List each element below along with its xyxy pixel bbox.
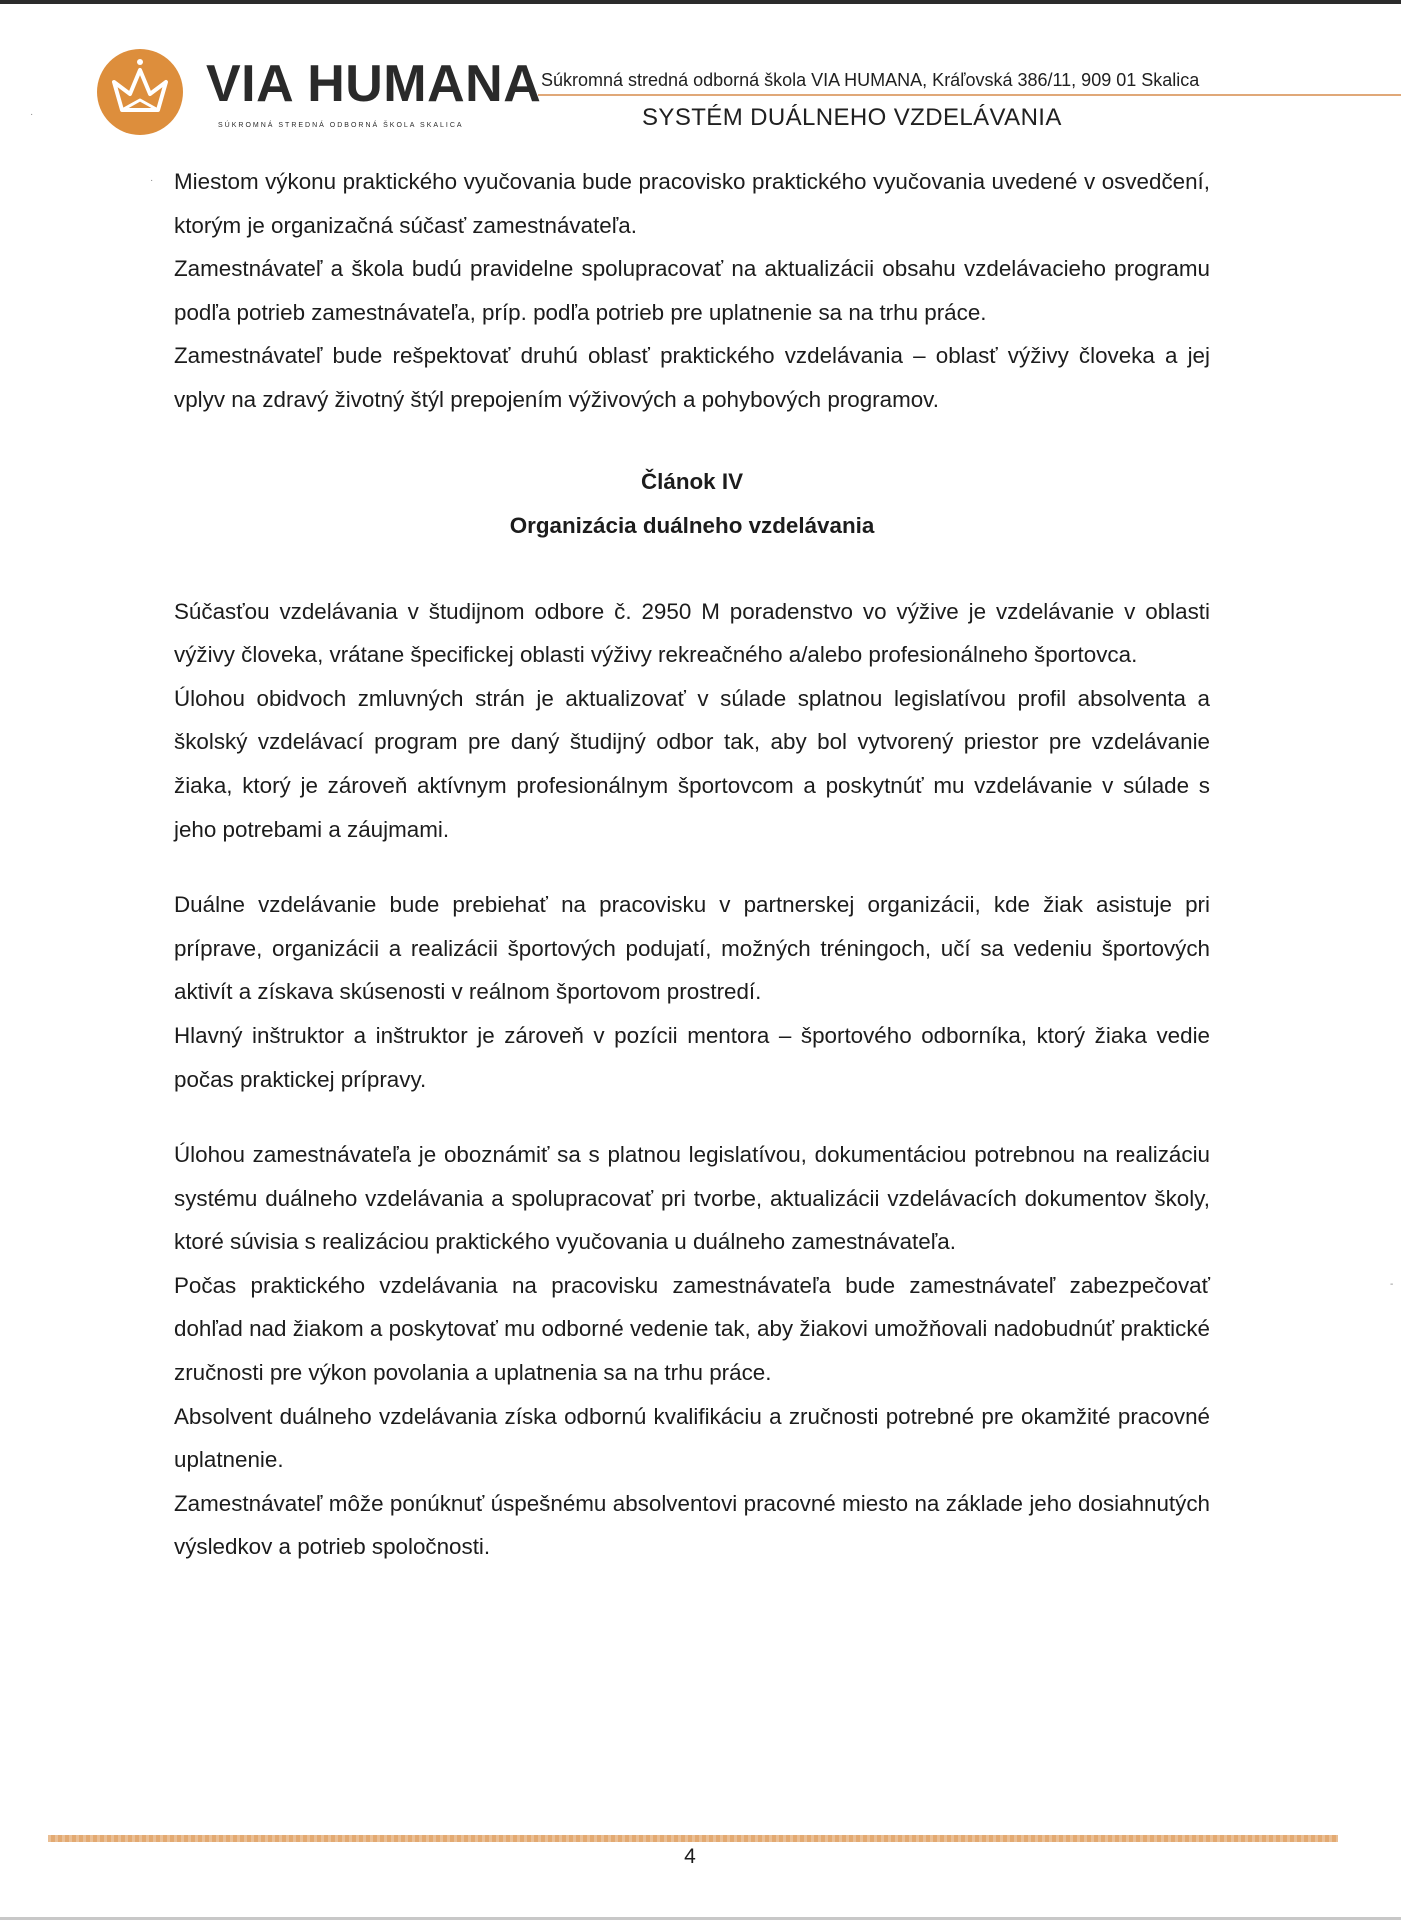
section2-paragraph-2: Hlavný inštruktor a inštruktor je zároveň v pozícii mentora – športového odborníka, ktorý žiaka vedie počas praktickej prípravy. bbox=[174, 1022, 1210, 1092]
header-divider bbox=[538, 94, 1401, 96]
section2-paragraph-1: Duálne vzdelávanie bude prebiehať na pracovisku v partnerskej organizácii, kde žiak asistuje pri príprave, organizácii a realizácii športových podujatí, možných tréningoch, učí sa vedeniu športových aktivít a získava skúsenosti v reálnom športovom prostredí. bbox=[174, 892, 1210, 1005]
intro-paragraph-1: Miestom výkonu praktického vyučovania bude pracovisko praktického vyučovania uvedené v osvedčení, ktorým je organizačná súčasť zamestnávateľa. bbox=[174, 169, 1210, 238]
intro-paragraph-2: Zamestnávateľ a škola budú pravidelne spolupracovať na aktualizácii obsahu vzdelávacieho programu podľa potrieb zamestnávateľa, príp. podľa potrieb pre uplatnenie sa na trhu práce. bbox=[174, 256, 1210, 325]
scan-edge-top bbox=[0, 0, 1401, 4]
logo-subtitle: SÚKROMNÁ STREDNÁ ODBORNÁ ŠKOLA SKALICA bbox=[218, 122, 464, 129]
section1-paragraph-2: Úlohou obidvoch zmluvných strán je aktualizovať v súlade splatnou legislatívou profil absolventa a školský vzdelávací program pre daný študijný odbor tak, aby bol vytvorený priestor pre vzdelávanie žiaka, ktorý je zároveň aktívnym profesionálnym športovcom a poskytnúť mu vzdelávanie v súlade s jeho potrebami a záujmami. bbox=[174, 685, 1210, 842]
scan-speck: · bbox=[150, 175, 154, 186]
via-humana-logo-icon bbox=[96, 48, 184, 136]
intro-paragraph-3: Zamestnávateľ bude rešpektovať druhú oblasť praktického vzdelávania – oblasť výživy človeka a jej vplyv na zdravý životný štýl prepojením výživových a pohybových programov. bbox=[174, 343, 1210, 412]
logo-title: VIA HUMANA bbox=[206, 55, 542, 113]
document-body bbox=[174, 160, 1210, 1569]
section3-paragraph-3: Absolvent duálneho vzdelávania získa odbornú kvalifikáciu a zručnosti potrebné pre okamžité pracovné uplatnenie. bbox=[174, 1403, 1210, 1473]
article-title: Organizácia duálneho vzdelávania bbox=[509, 512, 875, 538]
section3-paragraph-1: Úlohou zamestnávateľa je oboznámiť sa s platnou legislatívou, dokumentáciou potrebnou na realizáciu systému duálneho vzdelávania a spolupracovať pri tvorbe, aktualizácii vzdelávacích dokumentov školy, ktoré súvisia s realizáciou praktického vyučovania u duálneho zamestnávateľa. bbox=[174, 1142, 1210, 1255]
scan-speck: · bbox=[30, 109, 34, 120]
scan-speck: - bbox=[1390, 1279, 1394, 1290]
footer-divider bbox=[48, 1835, 1338, 1842]
section3-paragraph-2: Počas praktického vzdelávania na pracovisku zamestnávateľa bude zamestnávateľ zabezpečovať dohľad nad žiakom a poskytovať mu odborné vedenie tak, aby žiakovi umožňovali nadobudnúť praktické zručnosti pre výkon povolania a uplatnenia sa na trhu práce. bbox=[174, 1272, 1210, 1386]
section3-paragraph-4: Zamestnávateľ môže ponúknuť úspešnému absolventovi pracovné miesto na základe jeho dosiahnutých výsledkov a potrieb spoločnosti. bbox=[174, 1490, 1210, 1560]
school-address: Súkromná stredná odborná škola VIA HUMANA, Kráľovská 386/11, 909 01 Skalica bbox=[541, 70, 1200, 90]
section1-paragraph-1: Súčasťou vzdelávania v študijnom odbore č. 2950 M poradenstvo vo výžive je vzdelávanie v oblasti výživy človeka, vrátane špecifickej oblasti výživy rekreačného a/alebo profesionálneho športovca. bbox=[174, 598, 1210, 668]
system-title: SYSTÉM DUÁLNEHO VZDELÁVANIA bbox=[642, 104, 1062, 131]
page-header bbox=[96, 44, 1346, 144]
page-number: 4 bbox=[684, 1845, 696, 1868]
article-number: Článok IV bbox=[640, 468, 744, 494]
